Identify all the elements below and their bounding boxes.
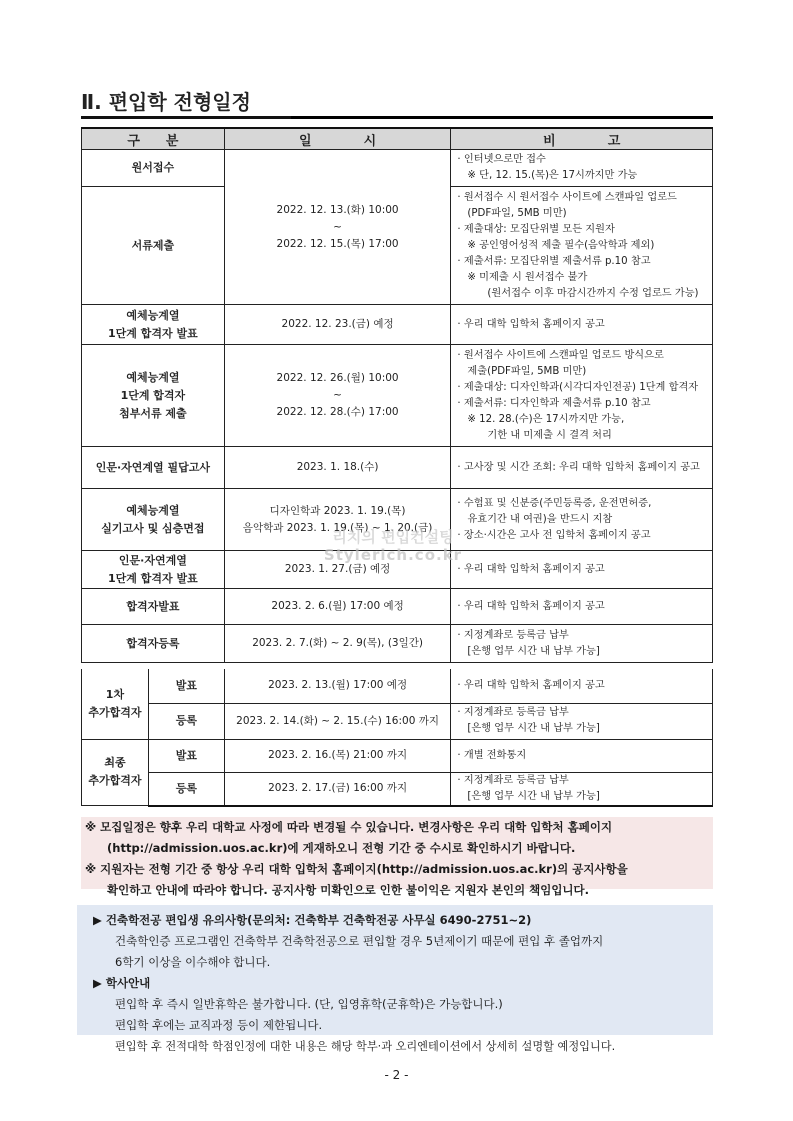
schedule-notice: ※ 모집일정은 향후 우리 대학교 사정에 따라 변경될 수 있습니다. 변경사항은 우리 대학 입학처 홈페이지 (http://admission.uos.ac.kr)에 게재하오니 전형 기간 중 수시로 확인하시기 바랍니다. ※ 지원자는 전형 기간 중 항상 우리 대학 입학처 홈페이지(http://admission.uos.ac.kr)의 공지사항을 확인하고 안내에 따라야 합니다. 공지사항 미확인으로 인한 불이익은 지원자 본인의 책임입니다. [81,817,713,889]
header-remarks: 비 고 [451,128,713,150]
header-category: 구 분 [82,128,225,150]
table-row [82,625,713,663]
row-date: 2023. 2. 6.(월) 17:00 예정 [224,589,451,625]
row-date: 2022. 12. 13.(화) 10:00 ~ 2022. 12. 15.(목) 17:00 [224,150,451,305]
row-note: · 원서접수 사이트에 스캔파일 업로드 방식으로 제출(PDF파일, 5MB 미만) · 제출대상: 디자인학과(시각디자인전공) 1단계 합격자 · 제출서류: 디자인학과 제출서류 p.10 참고 ※ 12. 28.(수)은 17시까지만 가능, 기한 내 미제출 시 결격 처리 [451,345,713,447]
section-title: Ⅱ. 편입학 전형일정 [81,82,713,119]
page-number: - 2 - [384,1068,409,1082]
row-label: 합격자등록 [82,625,225,663]
row-note: · 수험표 및 신분증(주민등록증, 운전면허증, 유효기간 내 여권)을 반드시 지참 · 장소·시간은 고사 전 입학처 홈페이지 공고 [451,489,713,551]
row-note: · 고사장 및 시간 조회: 우리 대학 입학처 홈페이지 공고 [451,447,713,489]
row-date: 2023. 1. 18.(수) [224,447,451,489]
table-row [82,305,713,345]
table-header-row [82,128,713,150]
guide-heading-academic: ▶ 학사안내 [93,976,151,990]
table-row [82,669,713,703]
row-note: · 지정계좌로 등록금 납부 [은행 업무 시간 내 납부 가능] [451,703,713,739]
row-label: 서류제출 [82,187,225,305]
row-label: 인문·자연계열 필답고사 [82,447,225,489]
row-date: 2023. 2. 7.(화) ~ 2. 9(목), (3일간) [224,625,451,663]
row-label: 합격자발표 [82,589,225,625]
row-date: 2022. 12. 26.(월) 10:00 ~ 2022. 12. 28.(수) 17:00 [224,345,451,447]
row-label: 예체능계열 1단계 합격자 발표 [82,305,225,345]
row-label: 인문·자연계열 1단계 합격자 발표 [82,551,225,589]
title-underline [81,116,291,119]
row-note: · 우리 대학 입학처 홈페이지 공고 [451,305,713,345]
table-row [82,589,713,625]
row-date: 2023. 2. 13.(월) 17:00 예정 [224,669,451,703]
row-note: · 인터넷으로만 접수 ※ 단, 12. 15.(목)은 17시까지만 가능 [451,150,713,187]
group-sub-label: 등록 [148,703,224,739]
row-date: 디자인학과 2023. 1. 19.(목) 음악학과 2023. 1. 19.(목) ~ 1. 20.(금) [224,489,451,551]
header-date: 일 시 [224,128,451,150]
guide-heading-architecture: ▶ 건축학전공 편입생 유의사항(문의처: 건축학부 건축학전공 사무실 6490-2751~2) [93,913,532,927]
additional-admission-table [81,669,713,807]
schedule-table [81,127,713,663]
row-label: 원서접수 [82,150,225,187]
watermark: 리치의 편입컨설팅 Stylerich.co.kr [323,528,463,564]
table-row [82,703,713,739]
row-date: 2023. 2. 17.(금) 16:00 까지 [224,772,451,806]
row-date: 2023. 1. 27.(금) 예정 [224,551,451,589]
row-date: 2022. 12. 23.(금) 예정 [224,305,451,345]
table-row [82,739,713,772]
table-row [82,447,713,489]
group-label: 최종 추가합격자 [82,739,149,806]
group-sub-label: 발표 [148,739,224,772]
group-sub-label: 등록 [148,772,224,806]
row-note: · 우리 대학 입학처 홈페이지 공고 [451,589,713,625]
row-note: · 우리 대학 입학처 홈페이지 공고 [451,669,713,703]
row-note: · 우리 대학 입학처 홈페이지 공고 [451,551,713,589]
table-row [82,345,713,447]
row-date: 2023. 2. 14.(화) ~ 2. 15.(수) 16:00 까지 [224,703,451,739]
row-label: 예체능계열 1단계 합격자 첨부서류 제출 [82,345,225,447]
table-row [82,772,713,806]
row-note: · 지정계좌로 등록금 납부 [은행 업무 시간 내 납부 가능] [451,772,713,806]
row-note: · 개별 전화통지 [451,739,713,772]
row-note: · 지정계좌로 등록금 납부 [은행 업무 시간 내 납부 가능] [451,625,713,663]
guidance-box: ▶ 건축학전공 편입생 유의사항(문의처: 건축학부 건축학전공 사무실 6490-2751~2) 건축학인증 프로그램인 건축학부 건축학전공으로 편입할 경우 5년제이기 때문에 편입 후 졸업까지 6학기 이상을 이수해야 합니다. ▶ 학사안내 편입학 후 즉시 일반휴학은 불가합니다. (단, 입영휴학(군휴학)은 가능합니다.) 편입학 후에는 교직과정 등이 제한됩니다. 편입학 후 전적대학 학점인정에 대한 내용은 해당 학부·과 오리엔테이션에서 상세히 설명할 예정입니다. [77,905,713,1035]
row-date: 2023. 2. 16.(목) 21:00 까지 [224,739,451,772]
row-label: 예체능계열 실기고사 및 심층면접 [82,489,225,551]
group-sub-label: 발표 [148,669,224,703]
table-row [82,150,713,187]
row-note: · 원서접수 시 원서접수 사이트에 스캔파일 업로드 (PDF파일, 5MB 미만) · 제출대상: 모집단위별 모든 지원자 ※ 공인영어성적 제출 필수(음악학과 제외) · 제출서류: 모집단위별 제출서류 p.10 참고 ※ 미제출 시 원서접수 불가 (원서접수 이후 마감시간까지 수정 업로드 가능) [451,187,713,305]
group-label: 1차 추가합격자 [82,669,149,739]
